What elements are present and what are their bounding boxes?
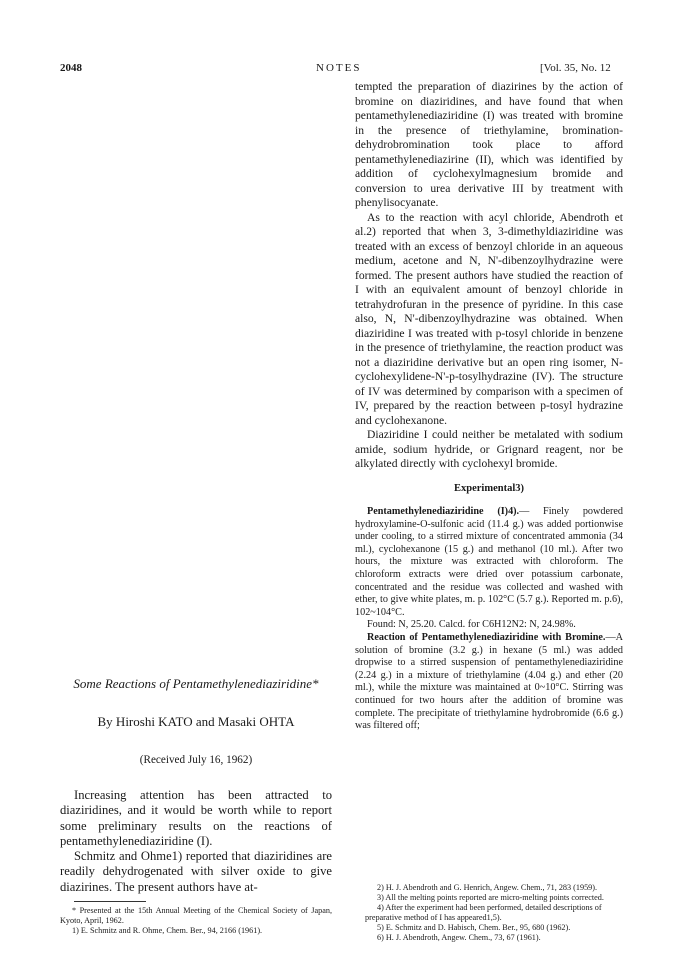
footnote-rule: [74, 901, 146, 902]
volume-info: [Vol. 35, No. 12: [540, 62, 611, 74]
introduction: [60, 788, 332, 895]
article-authors: By Hiroshi KATO and Masaki OHTA: [97, 714, 295, 729]
body-paragraph: tempted the preparation of diazirines by the action of bromine on diaziridines, and have found that when pentamethylenediaziridine (I) was treated with bromine in the presence of triethylamine, bromination-dehydrobromination took place to afford pentamethylenediazirine (II), which was identified by addition of cyclohexylmagnesium bromide and conversion to urea derivative III by treatment with phenylisocyanate.: [355, 80, 623, 209]
page-number: 2048: [60, 62, 82, 74]
body-paragraph: As to the reaction with acyl chloride, Abendroth et al.2) reported that when 3, 3-dimethyldiaziridine was treated with an excess of benzoyl chloride in an aqueous medium, acetone and N, N'-dibenzoylhydrazine were formed. The present authors have studied the reaction of I with an equivalent amount of benzoyl chloride in tetrahydrofuran in the presence of pyridine. In this case also, N, N'-dibenzoylhydrazine was obtained. When diaziridine I was treated with p-tosyl chloride in benzene in the presence of triethylamine, the reaction product was not a diaziridine derivative but an open ring isomer, N-cyclohexylidene-N'-p-tosylhydrazine (IV). The structure of IV was determined by comparison with a specimen of IV, prepared by the reaction between p-tosyl hydrazine and cyclohexanone.: [355, 210, 623, 427]
received-date: (Received July 16, 1962): [139, 754, 253, 766]
footnote: 3) All the melting points reported are micro-melting points corrected.: [377, 893, 604, 902]
running-head: NOTES: [316, 62, 362, 74]
experimental-subtitle: Reaction of Pentamethylenediaziridine with Bromine.: [367, 631, 606, 643]
body-paragraph: Schmitz and Ohme1) reported that diaziridines are readily dehydrogenated with silver oxide to give diazirines. The present authors have at-: [60, 849, 332, 894]
right-column: [355, 80, 623, 733]
experimental-section: [355, 506, 623, 733]
experimental-text: — Finely powdered hydroxylamine-O-sulfonic acid (11.4 g.) was added portionwise under cooling, to a stirred mixture of concentrated ammonia (34 ml.), cyclohexanone (15 g.) and methanol (10 ml.). After two hours, the mixture was extracted with chloroform. The chloroform extracts were dried over potassium carbonate, concentrated and the residue was collected and washed with ether, to give white plates, m. p. 102°C (5.7 g.). Reported m. p.6), 102~104°C.: [355, 506, 623, 618]
experimental-text: —A solution of bromine (3.2 g.) in hexane (5 ml.) was added dropwise to a stirred suspension of pentamethylenediaziridine (2.24 g.) in a mixture of triethylamine (4.04 g.) and ether (20 ml.), while the mixture was maintained at 0~10°C. Stirring was continued for two hours after the addition of bromine was complete. The precipitate of triethylamine hydrobromide (6.6 g.) was filtered off;: [355, 631, 623, 732]
article-title: Some Reactions of Pentamethylenediaziridine*: [73, 676, 319, 691]
body-paragraph: Diaziridine I could neither be metalated with sodium amide, sodium hydride, or Grignard reagent, nor be alkylated directly with cyclohexyl bromide.: [355, 428, 623, 470]
body-paragraph: Increasing attention has been attracted to diaziridines, and it would be worth while to report some preliminary results on the reactions of pentamethylenediaziridine (I).: [60, 788, 332, 848]
footnote: * Presented at the 15th Annual Meeting of the Chemical Society of Japan, Kyoto, April, 1962.: [60, 906, 332, 926]
footnote: 4) After the experiment had been performed, detailed descriptions of preparative method of I has appeared1,5).: [365, 903, 602, 922]
footnote: 1) E. Schmitz and R. Ohme, Chem. Ber., 94, 2166 (1961).: [72, 926, 263, 936]
experimental-subtitle: Pentamethylenediaziridine (I)4).: [367, 506, 520, 517]
left-column: [60, 676, 332, 936]
left-footnotes: [60, 906, 332, 936]
experimental-heading: Experimental3): [454, 482, 524, 494]
experimental-paragraph: [355, 632, 623, 733]
right-footnotes: [365, 883, 623, 943]
analysis-line: Found: N, 25.20. Calcd. for C6H12N2: N, 24.98%.: [367, 619, 576, 631]
footnote: 5) E. Schmitz and D. Habisch, Chem. Ber., 95, 680 (1962).: [377, 923, 571, 932]
footnote: 2) H. J. Abendroth and G. Henrich, Angew. Chem., 71, 283 (1959).: [377, 883, 598, 892]
experimental-paragraph: [355, 506, 623, 619]
footnote: 6) H. J. Abendroth, Angew. Chem., 73, 67 (1961).: [377, 933, 541, 942]
